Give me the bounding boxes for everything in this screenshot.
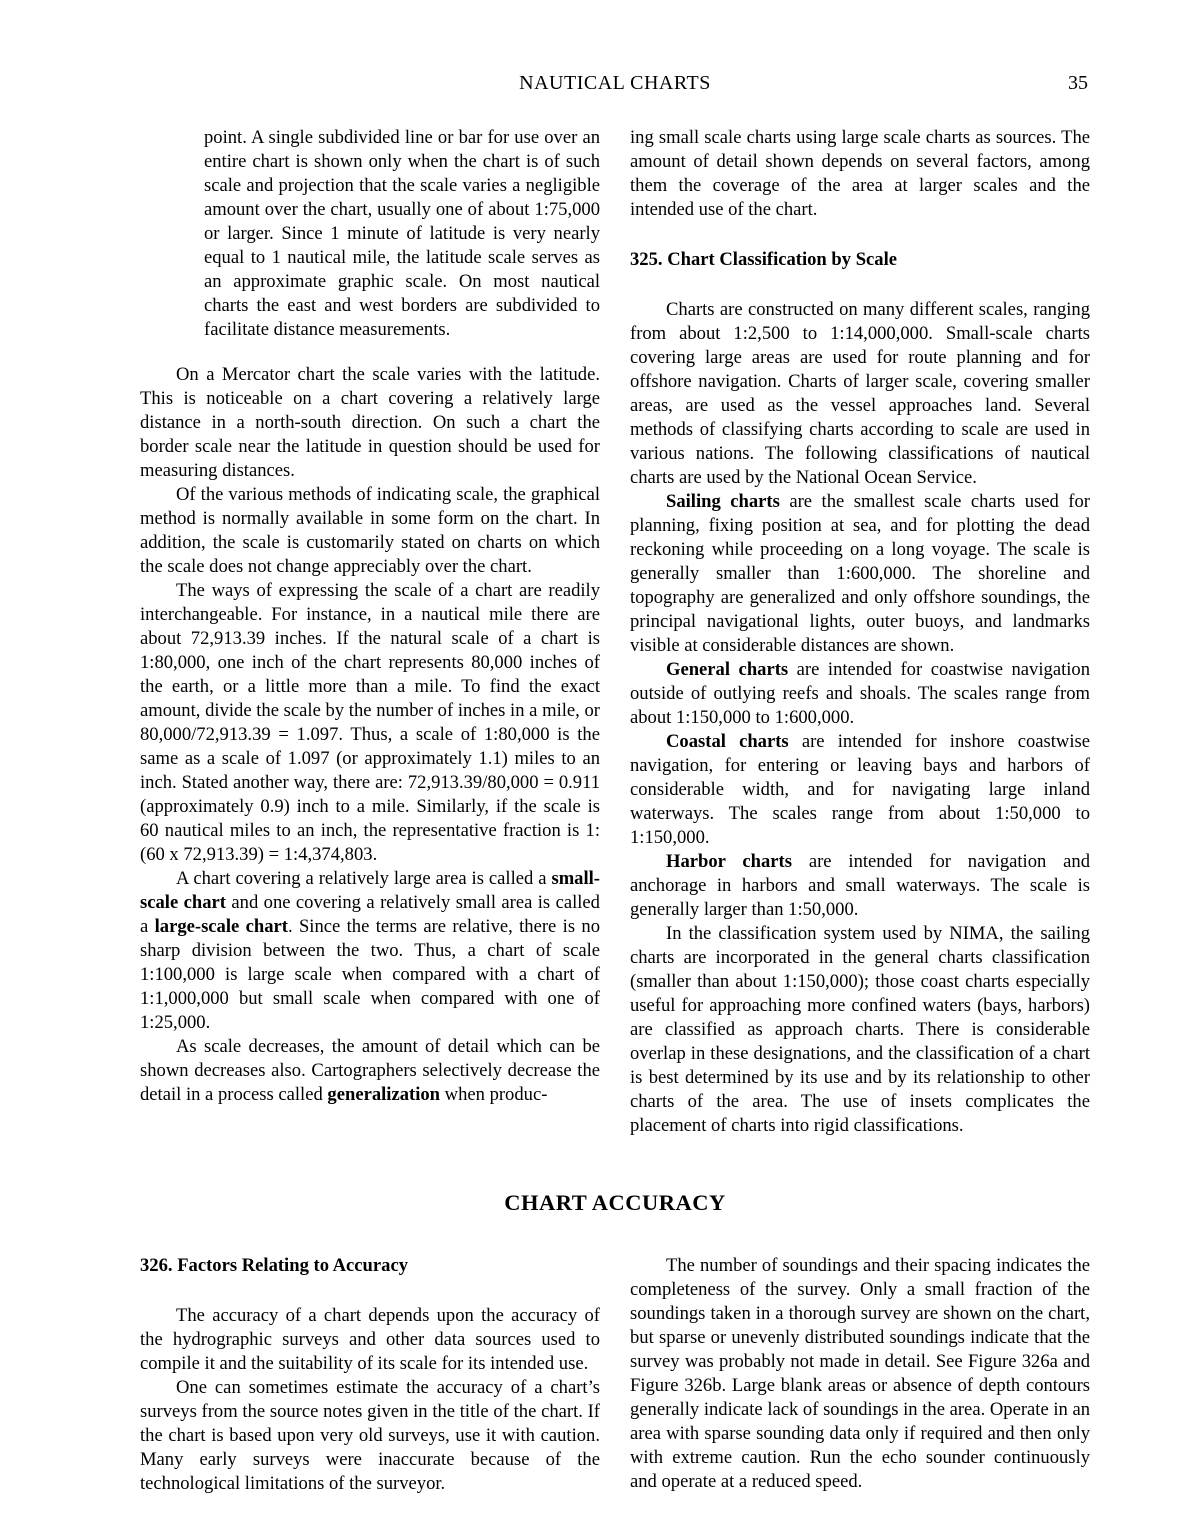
section-heading: 326. Factors Relating to Accuracy — [140, 1255, 408, 1276]
paragraph: General charts are intended for coastwise navigation outside of outlying reefs and shoals. The scales range from about 1:150,000 to 1:600,000. — [630, 659, 1091, 728]
bottom-left-column — [140, 1254, 600, 1496]
paragraph: Coastal charts are intended for inshore coastwise navigation, for entering or leaving bays and harbors of considerable width, and for navigating large inland waterways. The scales range from about 1:50,000 to 1:150,000. — [630, 731, 1090, 848]
section-title-chart-accuracy: CHART ACCURACY — [504, 1190, 726, 1215]
paragraph: Sailing charts are the smallest scale charts used for planning, fixing position at sea, and for plotting the dead reckoning while proceeding on a long voyage. The scale is generally smaller than 1:600,000. The shoreline and topography are generalized and only offshore soundings, the principal navigational lights, outer buoys, and landmarks visible at considerable distances are shown. — [630, 491, 1090, 656]
paragraph: ing small scale charts using large scale charts as sources. The amount of detail shown depends on several factors, among them the coverage of the area at larger scales and the intended use of the chart. — [630, 127, 1090, 220]
paragraph: Of the various methods of indicating scale, the graphical method is normally available in some form on the chart. In addition, the scale is customarily stated on charts on which the scale does not change appreciably over the chart. — [140, 484, 600, 577]
paragraph: The number of soundings and their spacing indicates the completeness of the survey. Only a small fraction of the soundings taken in a thorough survey are shown on the chart, but sparse or unevenly distributed soundings indicate that the survey was probably not made in detail. See Figure 326a and Figure 326b. Large blank areas or absence of depth contours generally indicate lack of soundings in the area. Operate in an area with sparse sounding data only if required and then only with extreme caution. Run the echo sounder continuously and operate at a reduced speed. — [630, 1255, 1091, 1492]
paragraph: Charts are constructed on many different scales, ranging from about 1:2,500 to 1:14,000,000. Small-scale charts covering large areas are used for route planning and for offshore navigation. Charts of larger scale, covering smaller areas, are used as the vessel approaches land. Several methods of classifying charts according to scale are used in various nations. The following classifications of nautical charts are used by the National Ocean Service. — [630, 299, 1090, 488]
paragraph: One can sometimes estimate the accuracy of a chart’s surveys from the source notes given in the title of the chart. If the chart is based upon very old surveys, use it with caution. Many early surveys were inaccurate because of the technological limitations of the surveyor. — [140, 1377, 600, 1494]
top-left-column — [140, 126, 600, 1138]
bottom-right-column — [630, 1254, 1090, 1496]
paragraph: The ways of expressing the scale of a chart are readily interchangeable. For instance, in a nautical mile there are about 72,913.39 inches. If the natural scale of a chart is 1:80,000, one inch of the chart represents 80,000 inches of the earth, or a little more than a mile. To find the exact amount, divide the scale by the number of inches in a mile, or 80,000/72,913.39 = 1.097. Thus, a scale of 1:80,000 is the same as a scale of 1.097 (or approximately 1.1) miles to an inch. Stated another way, there are: 72,913.39/80,000 = 0.911 (approximately 0.9) inch to a mile. Similarly, if the scale is 60 nautical miles to an inch, the representative fraction is 1:(60 x 72,913.39) = 1:4,374,803. — [140, 580, 600, 865]
top-right-column — [630, 126, 1090, 1138]
paragraph: point. A single subdivided line or bar for use over an entire chart is shown only when the chart is of such scale and projection that the scale varies a negligible amount over the chart, usually one of about 1:75,000 or larger. Since 1 minute of latitude is very nearly equal to 1 nautical mile, the latitude scale serves as an approximate graphic scale. On most nautical charts the east and west borders are subdivided to facilitate distance measurements. — [204, 127, 600, 340]
bottom-two-column-section — [140, 1254, 1090, 1496]
page-number: 35 — [1068, 72, 1088, 94]
paragraph: In the classification system used by NIMA, the sailing charts are incorporated in the general charts classification (smaller than about 1:150,000); those coast charts especially useful for approaching more confined waters (bays, harbors) are classified as approach charts. There is considerable overlap in these designations, and the classification of a chart is best determined by its use and by its relationship to other charts of the area. The use of insets complicates the placement of charts into rigid classifications. — [630, 923, 1090, 1136]
top-two-column-section — [140, 126, 1090, 1138]
running-header-title: NAUTICAL CHARTS — [519, 72, 711, 94]
paragraph: As scale decreases, the amount of detail which can be shown decreases also. Cartographers selectively decrease the detail in a process called generalization when produc- — [140, 1036, 600, 1105]
page-content — [140, 126, 1090, 1496]
paragraph: The accuracy of a chart depends upon the accuracy of the hydrographic surveys and other data sources used to compile it and the suitability of its scale for its intended use. — [140, 1305, 600, 1374]
section-heading: 325. Chart Classification by Scale — [630, 249, 898, 270]
running-header — [140, 72, 1090, 98]
paragraph: On a Mercator chart the scale varies with the latitude. This is noticeable on a chart covering a relatively large distance in a north-south direction. On such a chart the border scale near the latitude in question should be used for measuring distances. — [140, 364, 600, 481]
paragraph: Harbor charts are intended for navigation and anchorage in harbors and small waterways. The scale is generally larger than 1:50,000. — [630, 851, 1090, 920]
paragraph: A chart covering a relatively large area is called a small-scale chart and one covering a relatively small area is called a large-scale chart. Since the terms are relative, there is no sharp division between the two. Thus, a chart of scale 1:100,000 is large scale when compared with a chart of 1:1,000,000 but small scale when compared with one of 1:25,000. — [140, 868, 600, 1033]
